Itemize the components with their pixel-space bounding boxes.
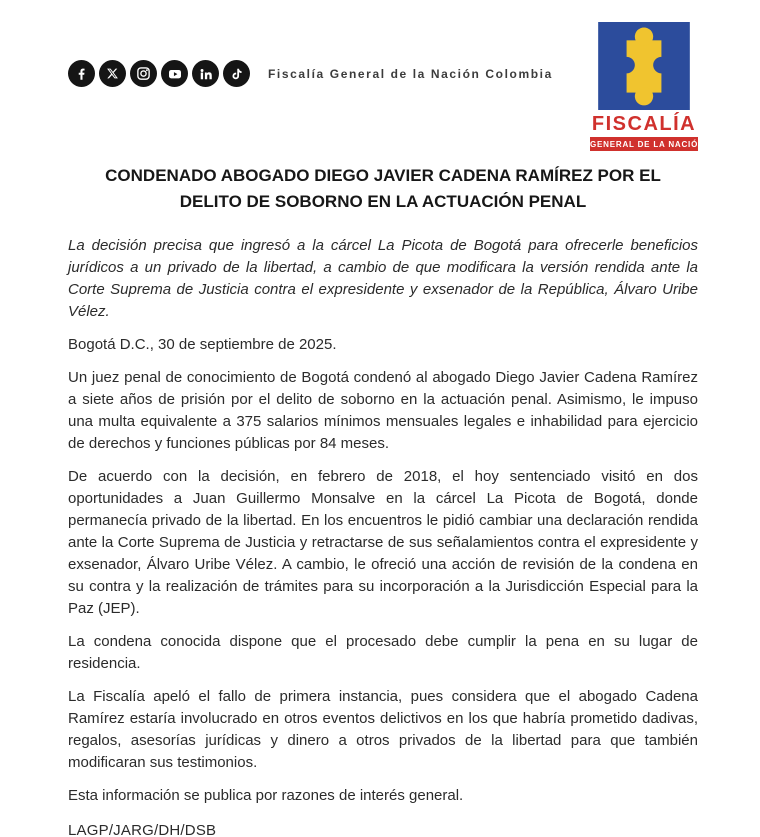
signature-code: LAGP/JARG/DH/DSB bbox=[68, 821, 217, 837]
linkedin-icon[interactable] bbox=[192, 60, 219, 87]
fiscalia-logo bbox=[590, 22, 705, 151]
x-twitter-icon[interactable] bbox=[99, 60, 126, 87]
logo-banner: GENERAL DE LA NACIÓN bbox=[590, 137, 698, 151]
page-title: CONDENADO ABOGADO DIEGO JAVIER CADENA RAMÍREZ POR EL DELITO DE SOBORNO EN LA ACTUACIÓN PENAL bbox=[105, 165, 661, 211]
body-paragraph-3: La condena conocida dispone que el procesado debe cumplir la pena en su lugar de residencia. bbox=[68, 632, 698, 672]
lead-paragraph: La decisión precisa que ingresó a la cárcel La Picota de Bogotá para ofrecerle beneficios jurídicos a un privado de la libertad, a cambio de que modificara la versión rendida ante la Corte Suprema de Justicia contra el expresidente y exsenador de la República, Álvaro Uribe Vélez. bbox=[68, 236, 698, 320]
social-row bbox=[68, 60, 553, 87]
body-paragraph-2: De acuerdo con la decisión, en febrero de 2018, el hoy sentenciado visitó en dos oportunidades a Juan Guillermo Monsalve en la cárcel La Picota de Bogotá, donde permanecía privado de la libertad. En los encuentros le pidió cambiar una declaración rendida ante la Corte Suprema de Justicia y retractarse de sus señalamientos contra el expresidente y exsenador, Álvaro Uribe Vélez. A cambio, le ofreció una acción de revisión de la condena en su contra y la realización de trámites para su incorporación a la Jurisdicción Especial para la Paz (JEP). bbox=[68, 467, 698, 617]
dateline: Bogotá D.C., 30 de septiembre de 2025. bbox=[68, 335, 337, 353]
logo-wordmark: FISCALÍA bbox=[591, 113, 697, 135]
tiktok-icon[interactable] bbox=[223, 60, 250, 87]
body-paragraph-4: La Fiscalía apeló el fallo de primera instancia, pues considera que el abogado Cadena Ramírez estaría involucrado en otros eventos delictivos en los que habría prometido dadivas, regalos, asesorías jurídicas y dinero a otros privados de la libertad para que también modificaran sus testimonios. bbox=[68, 687, 698, 771]
facebook-icon[interactable] bbox=[68, 60, 95, 87]
body-paragraph-1: Un juez penal de conocimiento de Bogotá condenó al abogado Diego Javier Cadena Ramírez a siete años de prisión por el delito de soborno en la actuación penal. Asimismo, le impuso una multa equivalente a 375 salarios mínimos mensuales legales e inhabilidad para ejercicio de derechos y funciones públicas por 84 meses. bbox=[68, 368, 698, 452]
instagram-icon[interactable] bbox=[130, 60, 157, 87]
closing-note: Esta información se publica por razones de interés general. bbox=[68, 786, 464, 804]
youtube-icon[interactable] bbox=[161, 60, 188, 87]
account-name: Fiscalía General de la Nación Colombia bbox=[268, 66, 553, 81]
puzzle-piece-icon bbox=[598, 22, 690, 110]
header bbox=[68, 22, 705, 151]
